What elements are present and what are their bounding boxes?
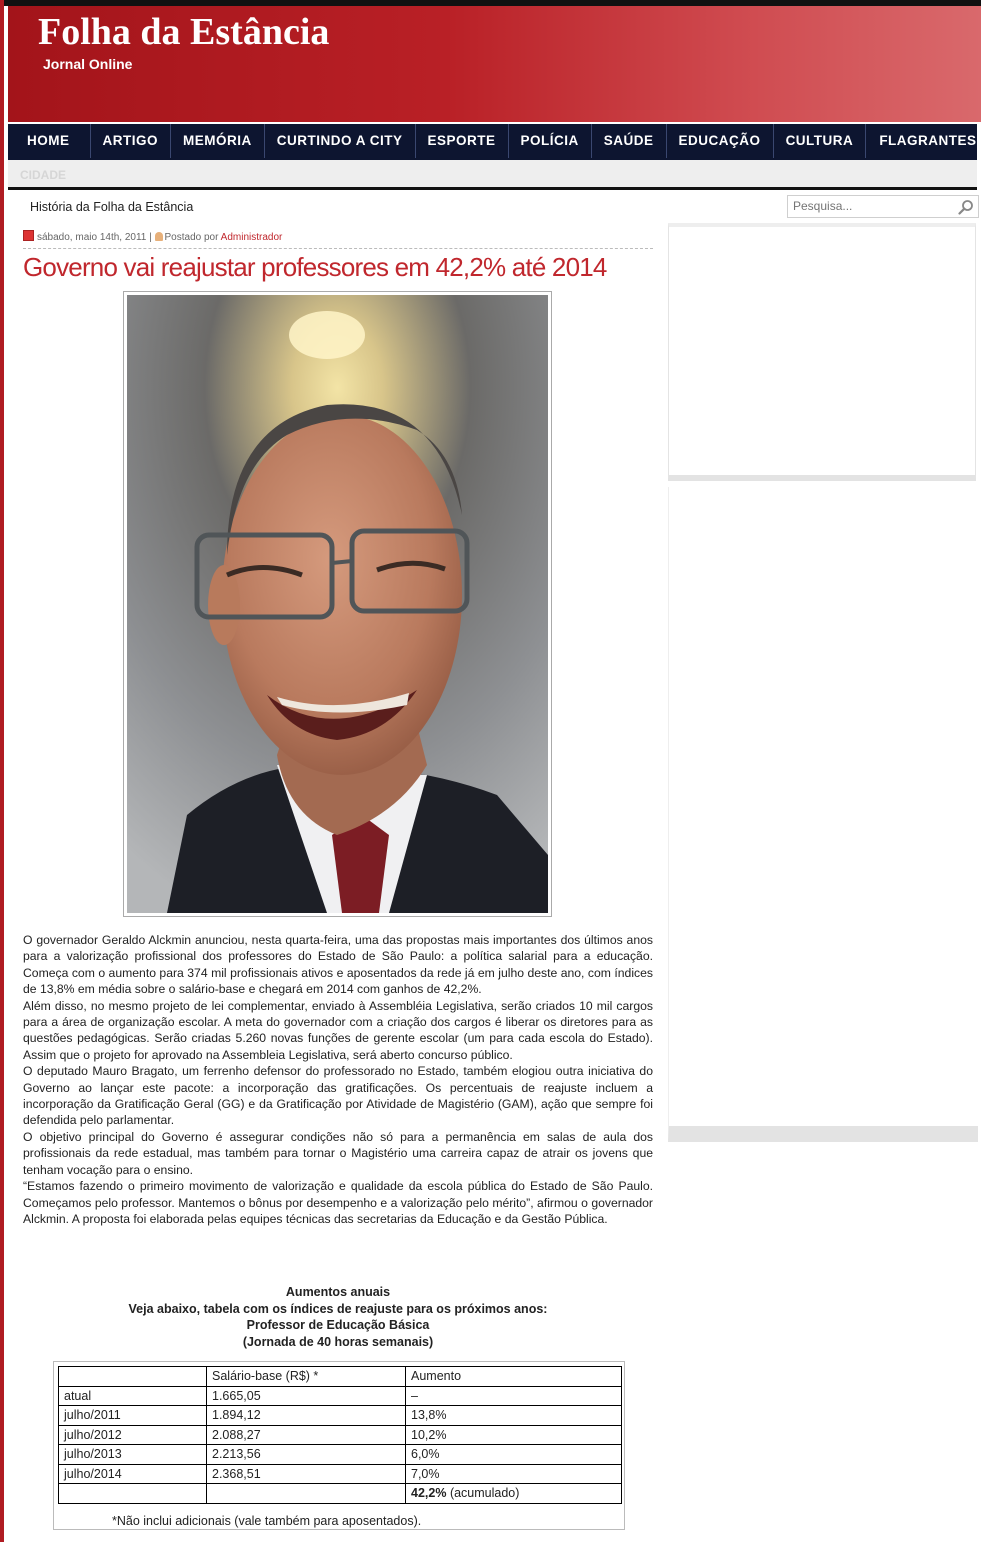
table-cell: 10,2% [406, 1425, 622, 1445]
page-link-historia[interactable]: História da Folha da Estância [30, 200, 194, 214]
table-cell: atual [59, 1386, 207, 1406]
nav-item-cultura[interactable]: CULTURA [774, 124, 867, 158]
table-row [59, 1406, 622, 1426]
table-header-cell: Aumento [406, 1367, 622, 1387]
table-cell: – [406, 1386, 622, 1406]
table-row [59, 1425, 622, 1445]
post-paragraph: “Estamos fazendo o primeiro movimento de valorização e qualidade da escola pública do Estado de São Paulo. Começamos pelo professor. Mantemos o bônus por desempenho e a valorização pelo mérito”, afirmou o governador Alckmin. A proposta foi elaborada pelas equipes técnicas das secretarias da Educação e da Gestão Pública. [23, 1179, 653, 1226]
table-row [59, 1386, 622, 1406]
nav-item-artigo[interactable]: ARTIGO [91, 124, 172, 158]
main-nav [8, 124, 977, 160]
nav-second-row [8, 160, 977, 190]
search-input[interactable] [788, 196, 953, 215]
table-cell: 13,8% [406, 1406, 622, 1426]
user-icon [155, 232, 163, 241]
post-author[interactable]: Administrador [220, 232, 283, 243]
table-header-cell [59, 1367, 207, 1387]
table-cell: 2.368,51 [207, 1464, 406, 1484]
post-title[interactable]: Governo vai reajustar professores em 42,2% até 2014 [23, 252, 607, 282]
sidebar-widget-bottom [668, 487, 978, 1142]
nav-item-educacao[interactable]: EDUCAÇÃO [667, 124, 774, 158]
post-photo [123, 291, 552, 917]
table-cell: 1.894,12 [207, 1406, 406, 1426]
post-body [23, 932, 653, 1227]
table-row [59, 1464, 622, 1484]
table-cell: 6,0% [406, 1445, 622, 1465]
post-paragraph: Além disso, no mesmo projeto de lei complementar, enviado à Assembléia Legislativa, serão criados 10 mil cargos para a área de organização escolar. A meta do governador com a criação dos cargos é liberar os diretores para as questões pedagógicas. Serão criadas 5.260 novas funções de gerente escolar (um para cada escola do Estado). Assim que o projeto for aprovado na Assembleia Legislativa, será aberto concurso público. [23, 998, 653, 1062]
salary-table [58, 1366, 622, 1504]
table-caption-line: Aumentos anuais [285, 1285, 391, 1299]
site-subtitle: Jornal Online [43, 56, 133, 72]
table-row [59, 1445, 622, 1465]
posted-by-label: Postado por [164, 232, 219, 243]
total-value: 42,2% [411, 1486, 447, 1501]
table-cell [406, 1484, 622, 1504]
table-cell [207, 1484, 406, 1504]
nav-item-saude[interactable]: SAÚDE [592, 124, 667, 158]
table-caption [23, 1284, 653, 1350]
table-total-row [59, 1484, 622, 1504]
table-header-cell: Salário-base (R$) * [207, 1367, 406, 1387]
nav-item-esporte[interactable]: ESPORTE [416, 124, 509, 158]
salary-table-image [53, 1361, 625, 1530]
nav-item-home[interactable]: HOME [8, 124, 91, 158]
search-icon[interactable] [958, 199, 974, 215]
table-header-row [59, 1367, 622, 1387]
table-cell [59, 1484, 207, 1504]
table-cell: julho/2014 [59, 1464, 207, 1484]
table-caption-line: Veja abaixo, tabela com os índices de reajuste para os próximos anos: [128, 1301, 548, 1316]
total-note: (acumulado) [449, 1486, 520, 1501]
post-date: sábado, maio 14th, 2011 [37, 232, 147, 243]
table-cell: julho/2011 [59, 1406, 207, 1426]
left-edge-bar [0, 0, 4, 1542]
table-cell: 7,0% [406, 1464, 622, 1484]
table-footnote: *Não inclui adicionais (vale também para aposentados). [112, 1514, 422, 1528]
nav-item-cidade[interactable]: CIDADE [20, 168, 67, 182]
post-paragraph: O objetivo principal do Governo é assegurar condições não só para a permanência em salas de aula dos profissionais da rede estadual, mas também para tornar o Magistério uma carreira capaz de atrair os jovens que tenham vocação para o ensino. [23, 1129, 653, 1177]
post-paragraph: O governador Geraldo Alckmin anunciou, nesta quarta-feira, uma das propostas mais importantes dos últimos anos para a valorização profissional dos professores do Estado de São Paulo: a política salarial para a educação. Começa com o aumento para 374 mil profissionais ativos e aposentados da rede já em julho deste ano, com índices de 13,8% em média sobre o salário-base e chegará em 2014 com ganhos de 42,2%. [23, 933, 653, 997]
table-cell: 1.665,05 [207, 1386, 406, 1406]
sidebar-widget-top [668, 223, 976, 481]
nav-item-curtindo-a-city[interactable]: CURTINDO A CITY [265, 124, 416, 158]
table-caption-line: (Jornada de 40 horas semanais) [242, 1334, 434, 1349]
nav-item-flagrantes[interactable]: FLAGRANTES [879, 133, 977, 148]
table-cell: julho/2012 [59, 1425, 207, 1445]
post-meta: sábado, maio 14th, 2011 | Postado por Administrador [23, 230, 653, 249]
table-cell: 2.088,27 [207, 1425, 406, 1445]
post-paragraph: O deputado Mauro Bragato, um ferrenho defensor do professorado no Estado, também elogiou outra iniciativa do Governo ao lançar este pacote: a incorporação das gratificações. Os percentuais de reajuste incluem a incorporação da Gratificação Geral (GG) e da Gratificação por Atividade de Magistério (GAM), ação que sempre foi defendida pelo parlamentar. [23, 1064, 653, 1128]
calendar-icon [23, 230, 34, 241]
portrait-image [127, 295, 548, 913]
table-cell: 2.213,56 [207, 1445, 406, 1465]
table-caption-line: Professor de Educação Básica [246, 1318, 430, 1332]
nav-item-memoria[interactable]: MEMÓRIA [171, 124, 265, 158]
nav-item-policia[interactable]: POLÍCIA [509, 124, 592, 158]
site-title[interactable]: Folha da Estância [38, 11, 330, 53]
site-header [8, 6, 981, 122]
search-box [787, 195, 979, 218]
table-cell: julho/2013 [59, 1445, 207, 1465]
